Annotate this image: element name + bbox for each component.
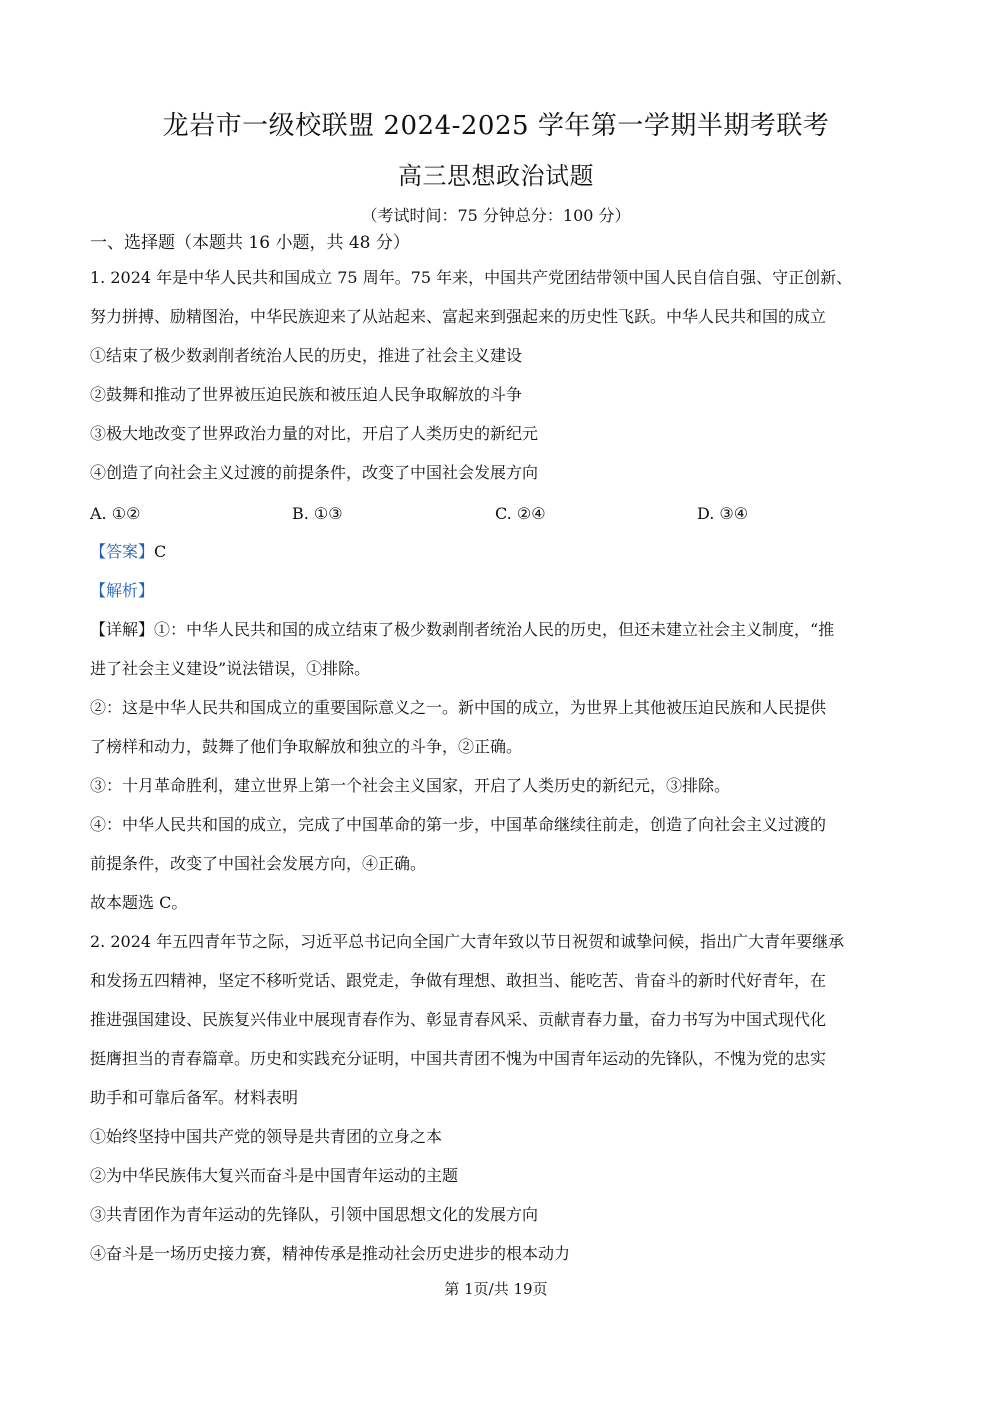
q1-explanation-line: ④：中华人民共和国的成立，完成了中国革命的第一步，中国革命继续往前走，创造了向社会主义过渡的 bbox=[90, 815, 827, 834]
q1-conclusion: 故本题选 C。 bbox=[90, 893, 188, 912]
q2-stem-line: 2. 2024 年五四青年节之际，习近平总书记向全国广大青年致以节日祝贺和诚挚问候，指出广大青年要继承 bbox=[90, 932, 845, 951]
q1-explanation-line: ③：十月革命胜利，建立世界上第一个社会主义国家，开启了人类历史的新纪元，③排除。 bbox=[90, 776, 731, 795]
q1-answer bbox=[90, 542, 910, 562]
q2-stem-line: 推进强国建设、民族复兴伟业中展现青春作为、彰显青春风采、贡献青春力量，奋力书写为中国式现代化 bbox=[90, 1010, 827, 1029]
q1-option-d: D. ③④ bbox=[697, 504, 749, 523]
q1-stem-line: 1. 2024 年是中华人民共和国成立 75 周年。75 年来，中国共产党团结带领中国人民自信自强、守正创新、 bbox=[90, 268, 853, 287]
q1-explanation-line: 进了社会主义建设”说法错误，①排除。 bbox=[90, 659, 371, 678]
q1-statement: ③极大地改变了世界政治力量的对比，开启了人类历史的新纪元 bbox=[90, 424, 539, 443]
section-heading: 一、选择题（本题共 16 小题，共 48 分） bbox=[90, 233, 410, 253]
exam-info: （考试时间：75 分钟总分：100 分） bbox=[361, 206, 631, 225]
explanation-text: ①：中华人民共和国的成立结束了极少数剥削者统治人民的历史，但还未建立社会主义制度，“推 bbox=[154, 620, 835, 639]
q1-option-a: A. ①② bbox=[90, 504, 141, 523]
q2-statement: ④奋斗是一场历史接力赛，精神传承是推动社会历史进步的根本动力 bbox=[90, 1244, 571, 1263]
q1-analysis bbox=[90, 581, 910, 601]
q1-statement: ①结束了极少数剥削者统治人民的历史，推进了社会主义建设 bbox=[90, 346, 523, 365]
answer-value: C bbox=[154, 542, 167, 561]
page-subtitle: 高三思想政治试题 bbox=[398, 162, 594, 190]
q1-statement: ④创造了向社会主义过渡的前提条件，改变了中国社会发展方向 bbox=[90, 463, 539, 482]
q1-explanation-line bbox=[90, 620, 910, 640]
q1-explanation-line: 了榜样和动力，鼓舞了他们争取解放和独立的斗争，②正确。 bbox=[90, 737, 523, 756]
page-number: 第 1页/共 19页 bbox=[444, 1280, 548, 1298]
q2-statement: ③共青团作为青年运动的先锋队，引领中国思想文化的发展方向 bbox=[90, 1205, 539, 1224]
detail-tag: 【详解】 bbox=[90, 620, 155, 639]
q1-explanation-line: ②：这是中华人民共和国成立的重要国际意义之一。新中国的成立，为世界上其他被压迫民族和人民提供 bbox=[90, 698, 827, 717]
q2-statement: ①始终坚持中国共产党的领导是共青团的立身之本 bbox=[90, 1127, 443, 1146]
q1-explanation-line: 前提条件，改变了中国社会发展方向，④正确。 bbox=[90, 854, 427, 873]
q1-option-b: B. ①③ bbox=[292, 504, 343, 523]
q2-stem-line: 助手和可靠后备军。材料表明 bbox=[90, 1088, 299, 1107]
q1-option-c: C. ②④ bbox=[495, 504, 546, 523]
q1-stem-line: 努力拼搏、励精图治，中华民族迎来了从站起来、富起来到强起来的历史性飞跃。中华人民共和国的成立 bbox=[90, 307, 827, 326]
q2-stem-line: 挺膺担当的青春篇章。历史和实践充分证明，中国共青团不愧为中国青年运动的先锋队，不愧为党的忠实 bbox=[90, 1049, 827, 1068]
analysis-tag: 【解析】 bbox=[90, 581, 155, 600]
q2-stem-line: 和发扬五四精神，坚定不移听党话、跟党走，争做有理想、敢担当、能吃苦、肯奋斗的新时代好青年，在 bbox=[90, 971, 827, 990]
q2-statement: ②为中华民族伟大复兴而奋斗是中国青年运动的主题 bbox=[90, 1166, 459, 1185]
page-title: 龙岩市一级校联盟 2024-2025 学年第一学期半期考联考 bbox=[162, 111, 830, 141]
answer-tag: 【答案】 bbox=[90, 542, 155, 561]
q1-statement: ②鼓舞和推动了世界被压迫民族和被压迫人民争取解放的斗争 bbox=[90, 385, 523, 404]
